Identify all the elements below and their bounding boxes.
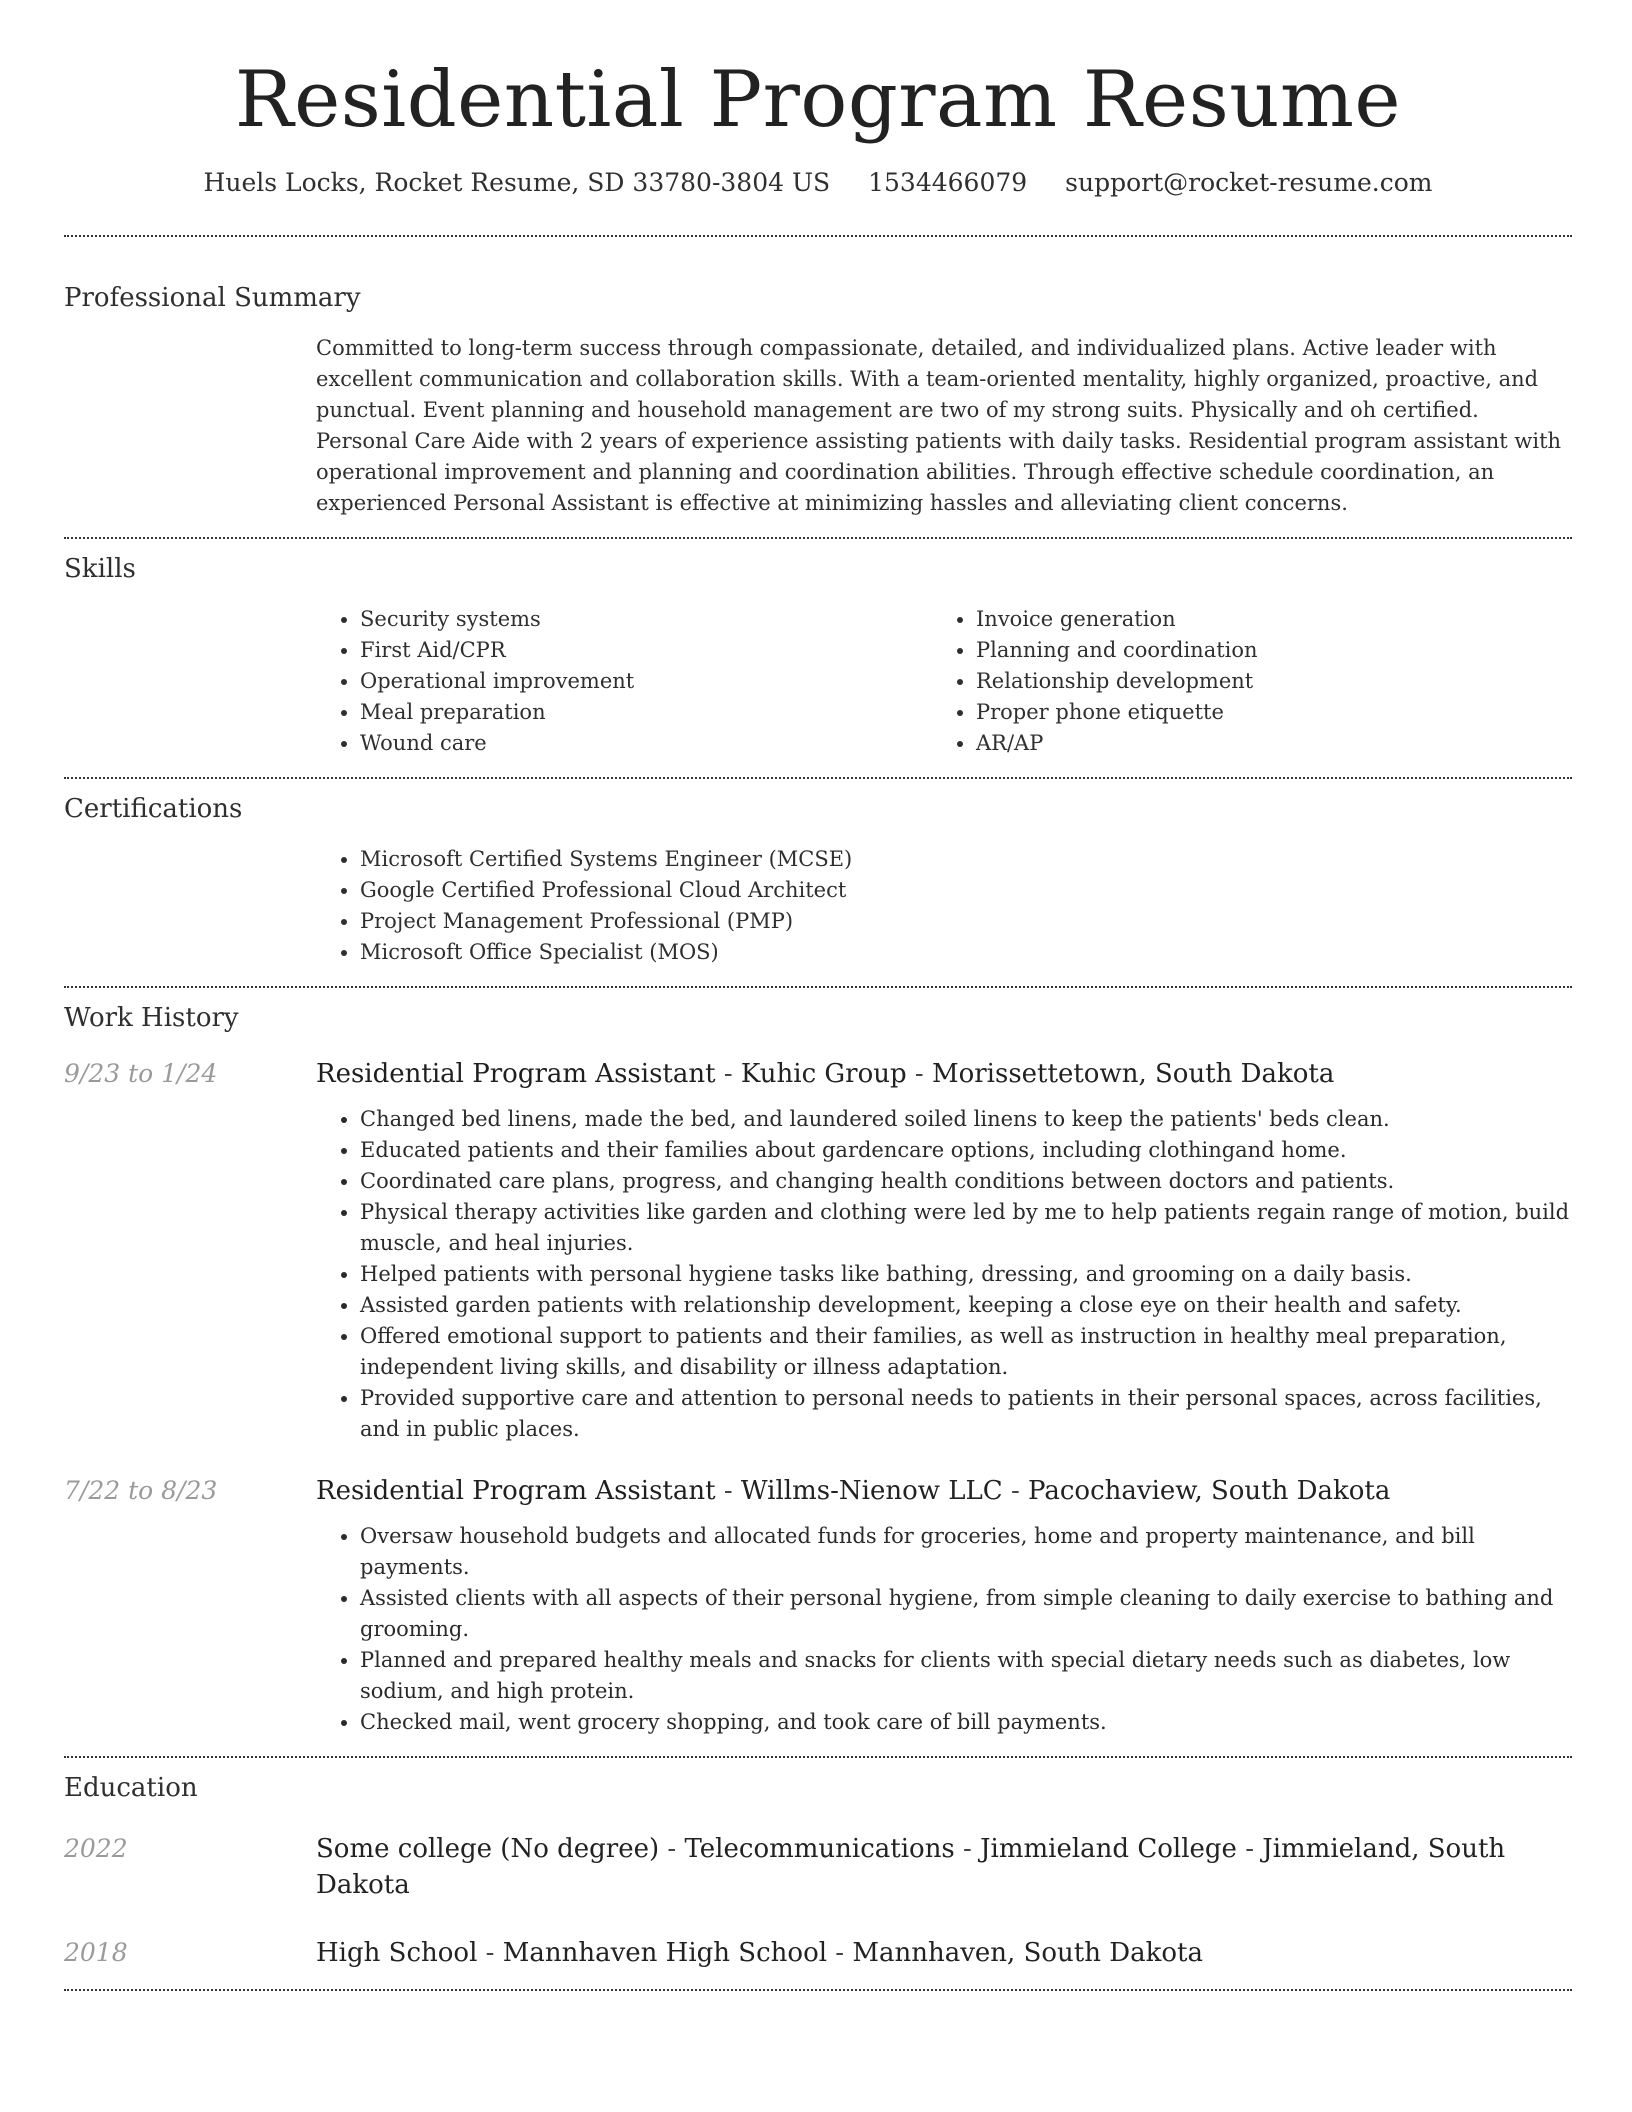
- separator: -: [715, 1059, 741, 1089]
- job-bullet: • Changed bed linens, made the bed, and laundered soiled linens to keep the patients' beds clean.: [360, 1104, 1572, 1135]
- divider: [64, 1756, 1572, 1758]
- section-heading-certifications: Certifications: [64, 794, 243, 824]
- education-location: Mannhaven, South Dakota: [852, 1938, 1203, 1968]
- certifications-list: [316, 844, 1572, 968]
- education-school: Jimmieland College: [980, 1834, 1237, 1864]
- job-company: Kuhic Group: [740, 1059, 907, 1089]
- job-bullet: • Planned and prepared healthy meals and snacks for clients with special dietary needs such as diabetes, low sodium, and high protein.: [360, 1645, 1572, 1707]
- skills-list-left: [316, 604, 932, 759]
- certification-item: • Microsoft Certified Systems Engineer (MCSE): [360, 844, 1572, 875]
- job-bullet: • Provided supportive care and attention to personal needs to patients in their personal spaces, across facilities, and in public places.: [360, 1383, 1572, 1445]
- job-bullet: • Offered emotional support to patients and their families, as well as instruction in healthy meal preparation, independent living skills, and disability or illness adaptation.: [360, 1321, 1572, 1383]
- section-heading-education: Education: [64, 1773, 198, 1803]
- certification-item: • Google Certified Professional Cloud Architect: [360, 875, 1572, 906]
- skill-item: • First Aid/CPR: [360, 635, 932, 666]
- job-heading: [316, 1473, 1390, 1509]
- separator: -: [1002, 1476, 1029, 1506]
- skills-grid: [316, 604, 1572, 759]
- contact-line: [64, 166, 1572, 200]
- job-bullet: • Helped patients with personal hygiene tasks like bathing, dressing, and grooming on a daily basis.: [360, 1259, 1572, 1290]
- job-location: Pacochaview, South Dakota: [1028, 1476, 1391, 1506]
- skill-item: • Proper phone etiquette: [976, 697, 1548, 728]
- skill-item: • Meal preparation: [360, 697, 932, 728]
- contact-phone: 1534466079: [868, 168, 1028, 197]
- resume-page: [64, 0, 1572, 1991]
- skill-item: • Planning and coordination: [976, 635, 1548, 666]
- education-entry: [64, 1935, 1572, 1971]
- job-bullets: [316, 1521, 1572, 1738]
- education-degree: High School: [316, 1938, 478, 1968]
- section-heading-summary: Professional Summary: [64, 283, 361, 313]
- job-role: Residential Program Assistant: [316, 1059, 716, 1089]
- skills-list-right: [932, 604, 1548, 759]
- separator: -: [906, 1059, 932, 1089]
- summary-text: Committed to long-term success through compassionate, detailed, and individualized plans. Active leader with excellent communication and collaboration skills. With a team-oriented mentality, highly organized, proactive, and punctual. Event planning and household management are two of my strong suits. Physically and oh certified. Personal Care Aide with 2 years of experience assisting patients with daily tasks. Residential program assistant with operational improvement and planning and coordination abilities. Through effective schedule coordination, an experienced Personal Assistant is effective at minimizing hassles and alleviating client concerns.: [316, 336, 1562, 515]
- skill-item: • Operational improvement: [360, 666, 932, 697]
- certification-item: • Project Management Professional (PMP): [360, 906, 1572, 937]
- job-bullet: • Checked mail, went grocery shopping, and took care of bill payments.: [360, 1707, 1572, 1738]
- separator: -: [477, 1938, 503, 1968]
- education-section: [64, 1770, 1572, 1971]
- separator: -: [715, 1476, 741, 1506]
- job-dates: 7/22 to 8/23: [64, 1476, 218, 1505]
- certifications-section: [64, 791, 1572, 968]
- skill-item: • Relationship development: [976, 666, 1548, 697]
- job-bullet: • Coordinated care plans, progress, and changing health conditions between doctors and patients.: [360, 1166, 1572, 1197]
- skill-item: • Wound care: [360, 728, 932, 759]
- education-school: Mannhaven High School: [502, 1938, 828, 1968]
- skill-item: • Security systems: [360, 604, 932, 635]
- job-bullet: • Assisted clients with all aspects of their personal hygiene, from simple cleaning to daily exercise to bathing and grooming.: [360, 1583, 1572, 1645]
- job-bullet: • Oversaw household budgets and allocated funds for groceries, home and property maintenance, and bill payments.: [360, 1521, 1572, 1583]
- job-bullet: • Educated patients and their families about gardencare options, including clothingand home.: [360, 1135, 1572, 1166]
- education-field: Telecommunications: [684, 1834, 955, 1864]
- job-bullets: [316, 1104, 1572, 1445]
- certification-item: • Microsoft Office Specialist (MOS): [360, 937, 1572, 968]
- job-dates: 9/23 to 1/24: [64, 1059, 218, 1088]
- summary-section: [64, 280, 1572, 519]
- job-heading: [316, 1056, 1334, 1092]
- divider: [64, 1989, 1572, 1991]
- section-heading-work: Work History: [64, 1003, 239, 1033]
- divider: [64, 777, 1572, 779]
- separator: -: [1236, 1834, 1263, 1864]
- separator: -: [827, 1938, 853, 1968]
- contact-email: support@rocket-resume.com: [1065, 168, 1433, 197]
- education-heading: [316, 1831, 1572, 1903]
- education-location: Jimmieland, South Dakota: [316, 1834, 1506, 1900]
- education-degree: Some college (No degree): [316, 1834, 660, 1864]
- job-bullet: • Assisted garden patients with relationship development, keeping a close eye on their health and safety.: [360, 1290, 1572, 1321]
- separator: -: [954, 1834, 981, 1864]
- skills-section: [64, 551, 1572, 759]
- education-entry: [64, 1831, 1572, 1903]
- divider: [64, 235, 1572, 237]
- divider: [64, 986, 1572, 988]
- job-entry: [64, 1056, 1572, 1445]
- separator: -: [659, 1834, 685, 1864]
- work-history-section: [64, 1000, 1572, 1738]
- education-year: 2018: [64, 1938, 128, 1967]
- resume-title: Residential Program Resume: [234, 55, 1402, 145]
- education-year: 2022: [64, 1834, 128, 1863]
- divider: [64, 537, 1572, 539]
- job-entry: [64, 1473, 1572, 1738]
- job-role: Residential Program Assistant: [316, 1476, 716, 1506]
- contact-address: Huels Locks, Rocket Resume, SD 33780-3804 US: [203, 168, 831, 197]
- skill-item: • AR/AP: [976, 728, 1548, 759]
- job-bullet: • Physical therapy activities like garden and clothing were led by me to help patients regain range of motion, build muscle, and heal injuries.: [360, 1197, 1572, 1259]
- section-heading-skills: Skills: [64, 554, 136, 584]
- job-company: Willms-Nienow LLC: [740, 1476, 1003, 1506]
- education-heading: [316, 1935, 1203, 1971]
- job-location: Morissettetown, South Dakota: [931, 1059, 1335, 1089]
- skill-item: • Invoice generation: [976, 604, 1548, 635]
